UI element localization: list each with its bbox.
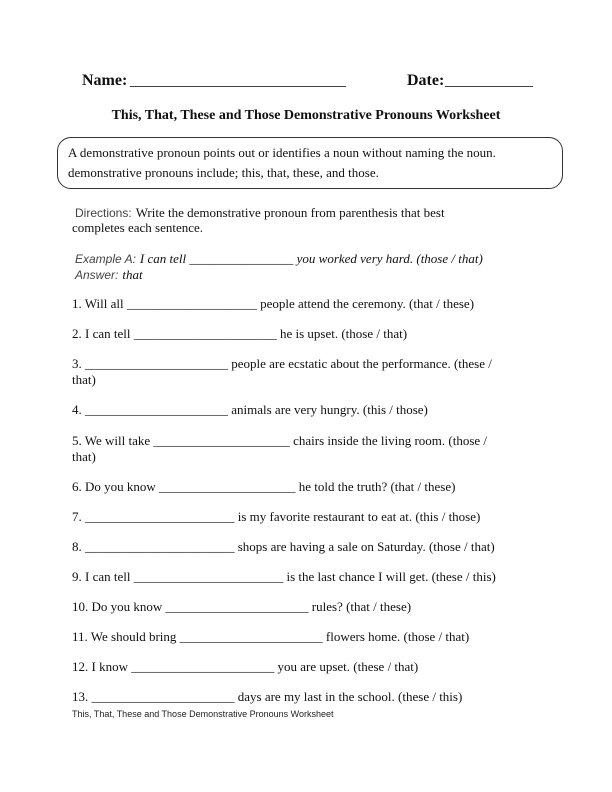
definition-line-2: demonstrative pronouns include; this, that, these, and those.	[68, 165, 379, 180]
directions-line-1: Write the demonstrative pronoun from parenthesis that best	[135, 205, 445, 220]
directions-line-2: completes each sentence.	[72, 220, 204, 235]
question-5: 5. We will take _____________________ chairs inside the living room. (those /	[72, 433, 488, 448]
name-label: Name:	[82, 72, 128, 89]
name-field[interactable]: ___________________________	[130, 72, 346, 89]
date-field[interactable]: ___________	[445, 72, 533, 89]
example-sentence: I can tell ________________ you worked very hard. (those / that)	[139, 251, 483, 266]
worksheet-title: This, That, These and Those Demonstrative Pronouns Worksheet	[111, 108, 501, 123]
question-9: 9. I can tell _______________________ is the last chance I will get. (these / this)	[72, 569, 496, 584]
answer-label: Answer:	[75, 268, 119, 282]
answer-value: that	[122, 267, 143, 282]
question-10: 10. Do you know ______________________ rules? (that / these)	[72, 599, 412, 614]
question-5-cont: that)	[72, 449, 96, 464]
example-label: Example A:	[75, 252, 136, 266]
question-13: 13. ______________________ days are my last in the school. (these / this)	[72, 689, 463, 704]
definition-line-1: A demonstrative pronoun points out or identifies a noun without naming the noun.	[68, 145, 496, 160]
example-answer	[75, 266, 143, 284]
question-2: 2. I can tell ______________________ he is upset. (those / that)	[72, 326, 408, 341]
page-footer: This, That, These and Those Demonstrative Pronouns Worksheet	[72, 709, 334, 719]
question-12: 12. I know ______________________ you are upset. (these / that)	[72, 659, 419, 674]
question-1: 1. Will all ____________________ people attend the ceremony. (that / these)	[72, 296, 475, 311]
date-label: Date:	[407, 72, 445, 89]
definition-box	[57, 137, 563, 189]
question-4: 4. ______________________ animals are very hungry. (this / those)	[72, 402, 428, 417]
directions-label: Directions:	[75, 206, 132, 220]
question-3: 3. ______________________ people are ecstatic about the performance. (these /	[72, 356, 492, 371]
question-11: 11. We should bring ______________________ flowers home. (those / that)	[72, 629, 470, 644]
question-7: 7. _______________________ is my favorite restaurant to eat at. (this / those)	[72, 509, 481, 524]
question-8: 8. _______________________ shops are having a sale on Saturday. (those / that)	[72, 539, 495, 554]
question-3-cont: that)	[72, 372, 96, 387]
question-6: 6. Do you know _____________________ he told the truth? (that / these)	[72, 479, 456, 494]
